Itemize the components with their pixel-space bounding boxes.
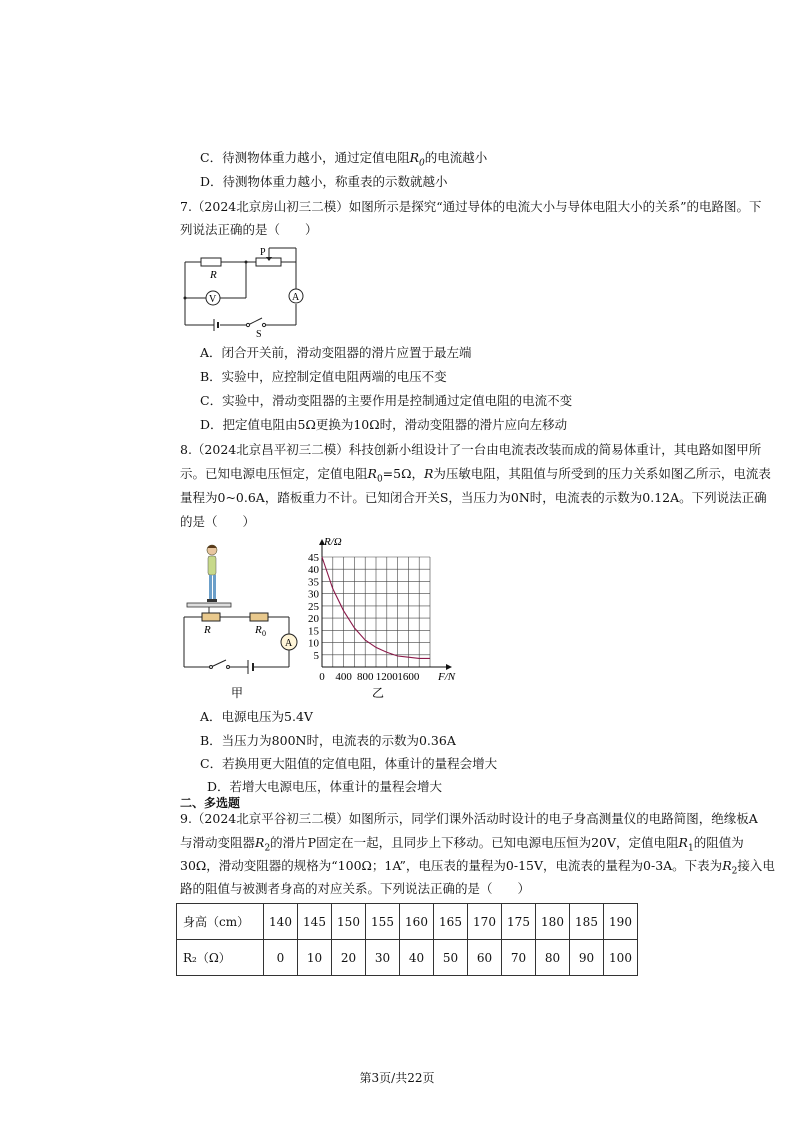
x-tick-label: 400 <box>335 671 352 683</box>
q7-option-a: A．闭合开关前，滑动变阻器的滑片应置于最左端 <box>200 345 472 360</box>
q6-option-c: C．待测物体重力越小，通过定值电阻$R_0$的电流越小 <box>200 150 488 169</box>
pedal-plate <box>187 603 231 607</box>
y-tick-label: 35 <box>308 576 319 589</box>
q8-stem-line3: 量程为0~0.6A，踏板重力不计。已知闭合开关S，当压力为0N时，电流表的示数为0.12A。下列说法正确 <box>180 490 767 505</box>
q8-option-b: B．当压力为800N时，电流表的示数为0.36A <box>200 733 456 748</box>
table-cell: 10 <box>298 940 332 976</box>
q9-line3: 30Ω，滑动变阻器的规格为“100Ω；1A”，电压表的量程为0-15V，电流表的量程为0-3A。下表为$R_2$接入电 <box>180 858 775 877</box>
table-cell: 160 <box>400 904 434 940</box>
q9-line4: 路的阻值与被测者身高的对应关系。下列说法正确的是（ ） <box>180 881 531 896</box>
q7-stem-line2: 列说法正确的是（ ） <box>180 222 318 237</box>
y-tick-label: 30 <box>308 588 319 601</box>
table-cell: 180 <box>536 904 570 940</box>
label-p: P <box>260 247 266 258</box>
chart-axes <box>319 539 452 670</box>
table-cell: 60 <box>468 940 502 976</box>
table-cell: 40 <box>400 940 434 976</box>
y-axis-label: R/Ω <box>324 536 342 548</box>
q8-figure-yi-chart <box>300 535 470 703</box>
table-cell: 80 <box>536 940 570 976</box>
y-tick-label: 45 <box>308 552 319 564</box>
chart-grid <box>322 557 430 667</box>
table-header-r2: R₂（Ω） <box>177 940 264 976</box>
q7-option-d: D．把定值电阻由5Ω更换为10Ω时，滑动变阻器的滑片应向左移动 <box>200 417 568 432</box>
label-s: S <box>256 329 262 340</box>
y-tick-label: 15 <box>308 625 319 638</box>
table-cell: 30 <box>366 940 400 976</box>
caption-jia: 甲 <box>231 686 244 700</box>
table-cell: 145 <box>298 904 332 940</box>
table-cell: 0 <box>264 940 298 976</box>
y-tick-label: 10 <box>308 637 319 650</box>
y-tick-label: 40 <box>308 564 319 577</box>
y-tick-label: 20 <box>308 613 319 626</box>
table-cell: 90 <box>570 940 604 976</box>
table-header-height: 身高（cm） <box>177 904 264 940</box>
x-tick-label: 1200 <box>375 671 398 683</box>
label-r: R <box>210 269 217 281</box>
table-cell: 185 <box>570 904 604 940</box>
x-tick-label: 1600 <box>397 671 420 683</box>
q7-option-c: C．实验中，滑动变阻器的主要作用是控制通过定值电阻的电流不变 <box>200 393 573 408</box>
resistor-r <box>201 258 221 266</box>
table-cell: 190 <box>604 904 638 940</box>
section-heading: 二、多选题 <box>180 796 241 810</box>
q7-stem-line1: 7.（2024北京房山初三二模）如图所示是探究“通过导体的电流大小与导体电阻大小的关系”的电路图。下 <box>180 199 762 214</box>
table-cell: 140 <box>264 904 298 940</box>
q8-figure-jia <box>178 540 303 702</box>
q8-option-c: C．若换用更大阻值的定值电阻，体重计的量程会增大 <box>200 756 498 771</box>
x-axis-arrow <box>446 664 452 670</box>
table-cell: 170 <box>468 904 502 940</box>
q8-stem-line1: 8.（2024北京昌平初三二模）科技创新小组设计了一台由电流表改装而成的简易体重计，其电路如图甲所 <box>180 442 762 457</box>
table-cell: 175 <box>502 904 536 940</box>
person-icon <box>207 545 217 602</box>
table-row <box>177 904 638 940</box>
table-cell: 20 <box>332 940 366 976</box>
q9-line2: 与滑动变阻器$R_2$的滑片P固定在一起，且同步上下移动。已知电源电压恒为20V，定值电阻$R_1$的阻值为 <box>180 835 744 854</box>
table-cell: 100 <box>604 940 638 976</box>
q6-option-d: D．待测物体重力越小，称重表的示数就越小 <box>200 174 448 189</box>
q8-stem-line4: 的是（ ） <box>180 514 256 529</box>
label-a: A <box>292 292 300 303</box>
height-resistance-table <box>176 903 638 976</box>
q8-option-a: A．电源电压为5.4V <box>200 709 313 724</box>
x-tick-label: 0 <box>319 671 325 683</box>
table-cell: 165 <box>434 904 468 940</box>
x-tick-label: 800 <box>356 671 374 683</box>
table-row <box>177 940 638 976</box>
q8-stem-line2: 示。已知电源电压恒定，定值电阻$R_0=5\Omega$，R为压敏电阻，其阻值与所受到的压力关系如图乙所示，电流表 <box>180 466 771 485</box>
table-cell: 70 <box>502 940 536 976</box>
x-tick-labels <box>319 671 420 683</box>
page-footer: 第3页/共22页 <box>359 1071 435 1085</box>
table-cell: 155 <box>366 904 400 940</box>
label-v: V <box>209 294 217 305</box>
caption-yi: 乙 <box>372 686 385 700</box>
table-cell: 50 <box>434 940 468 976</box>
label-r0-sub: 0 <box>262 629 266 638</box>
y-tick-label: 5 <box>313 649 319 662</box>
q9-line1: 9.（2024北京平谷初三二模）如图所示，同学们课外活动时设计的电子身高测量仪的电路简图，绝缘板A <box>180 811 758 826</box>
label-a: A <box>285 638 293 649</box>
label-r0: R <box>255 624 262 636</box>
table-cell: 150 <box>332 904 366 940</box>
q8-option-d: D．若增大电源电压，体重计的量程会增大 <box>207 779 443 794</box>
label-r: R <box>204 624 211 636</box>
q7-circuit-diagram <box>176 240 306 340</box>
q7-option-b: B．实验中，应控制定值电阻两端的电压不变 <box>200 369 447 384</box>
y-tick-labels <box>308 552 320 662</box>
x-axis-label: F/N <box>438 671 456 683</box>
y-tick-label: 25 <box>308 600 319 613</box>
